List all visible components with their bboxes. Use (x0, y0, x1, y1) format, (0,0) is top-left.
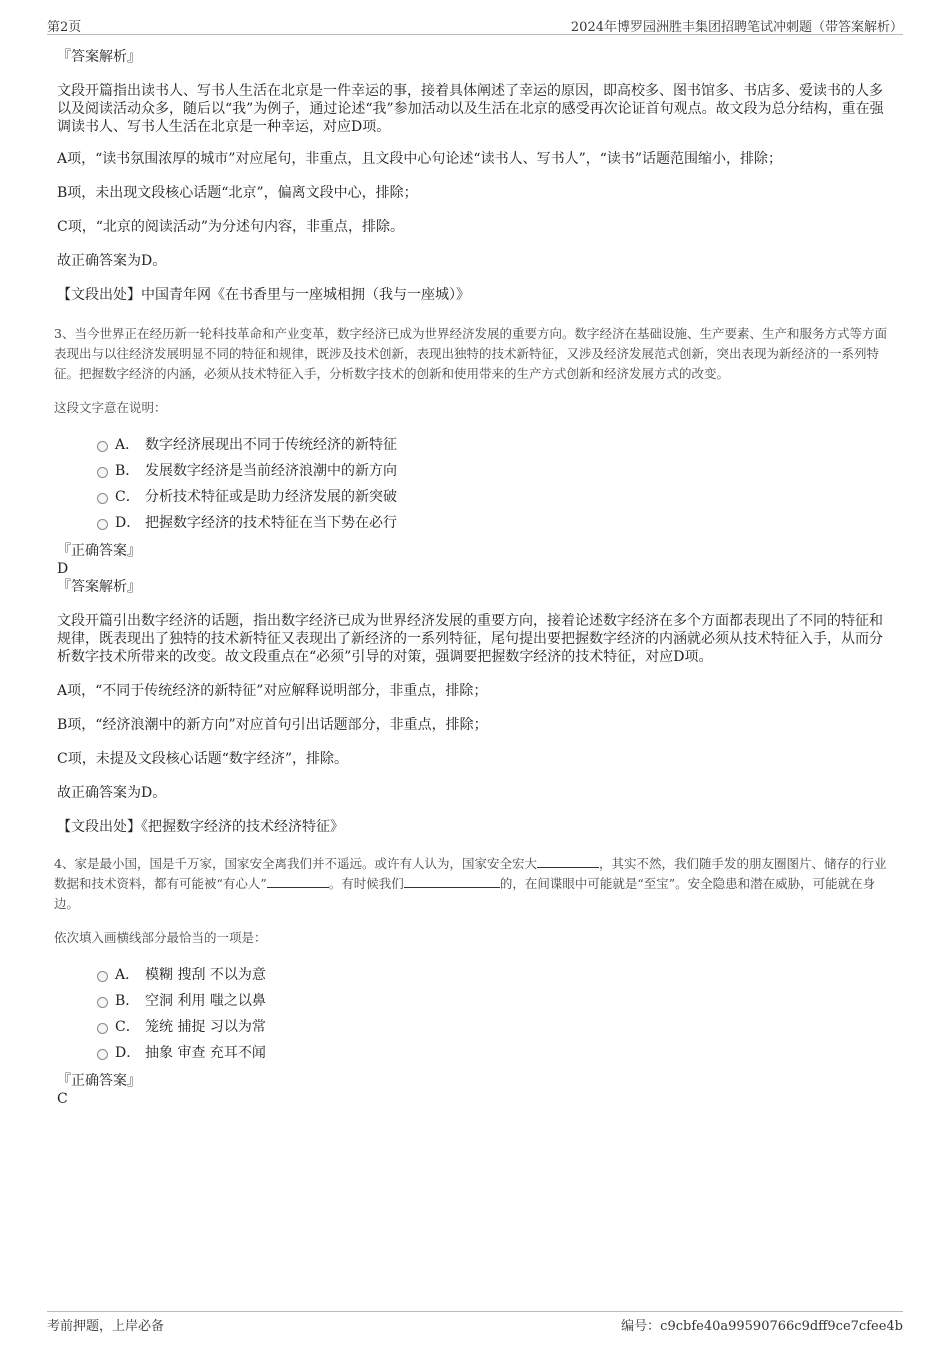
q3-source: 【文段出处】《把握数字经济的技术经济特征》 (57, 819, 344, 835)
q3-options (57, 432, 895, 536)
q3-prompt: 这段文字意在说明： (54, 400, 167, 415)
document-code: 编号：c9cbfe40a99590766c9dff9ce7cfee4b (621, 1319, 903, 1334)
page-footer (47, 1311, 903, 1332)
q3-answer: D (57, 561, 69, 577)
radio-icon[interactable] (97, 1049, 108, 1060)
option-text: 空洞 利用 嗤之以鼻 (145, 993, 266, 1009)
q3-option-c-note: C项，未提及文段核心话题“数字经济”，排除。 (57, 751, 349, 767)
q3-option-b[interactable] (57, 458, 895, 484)
option-letter: C． (115, 1019, 140, 1035)
q3-conclusion: 故正确答案为D。 (57, 785, 167, 801)
q4-prompt: 依次填入画横线部分最恰当的一项是： (54, 930, 267, 945)
q3-analysis-label: 『答案解析』 (57, 579, 141, 595)
document-title: 2024年博罗园洲胜丰集团招聘笔试冲刺题（带答案解析） (570, 20, 903, 35)
option-text: 发展数字经济是当前经济浪潮中的新方向 (145, 463, 397, 479)
q2-analysis-text: 文段开篇指出读书人、写书人生活在北京是一件幸运的事，接着具体阐述了幸运的原因，即高校多、图书馆多、书店多、爱读书的人多以及阅读活动众多，随后以“我”为例子，通过论述“我”参加活动以及生活在北京的感受再次论证首句观点。故文段为总分结构，重在强调读书人、写书人生活在北京是一种幸运，对应D项。 (57, 83, 884, 135)
page-header (47, 14, 903, 35)
q2-option-a-note: A项，“读书氛围浓厚的城市”对应尾句，非重点，且文段中心句论述“读书人、写书人”，“读书”话题范围缩小，排除； (57, 151, 783, 167)
q4-answer-label: 『正确答案』 (57, 1073, 141, 1089)
radio-icon[interactable] (97, 519, 108, 530)
radio-icon[interactable] (97, 1023, 108, 1034)
q4-stem-part4: 的，在间谍眼中可能就是“至宝”。安全隐患和潜在威胁，可能就在身边。 (54, 876, 876, 911)
q2-analysis-label: 『答案解析』 (57, 49, 141, 65)
radio-icon[interactable] (97, 467, 108, 478)
option-letter: D． (115, 1045, 141, 1061)
q4-option-a[interactable] (57, 962, 895, 988)
option-letter: B． (115, 993, 140, 1009)
option-letter: B． (115, 463, 140, 479)
radio-icon[interactable] (97, 997, 108, 1008)
q4-option-c[interactable] (57, 1014, 895, 1040)
option-text: 抽象 审查 充耳不闻 (145, 1045, 266, 1061)
option-text: 数字经济展现出不同于传统经济的新特征 (145, 437, 397, 453)
radio-icon[interactable] (97, 441, 108, 452)
q3-option-c[interactable] (57, 484, 895, 510)
page-number: 第2页 (47, 20, 82, 35)
radio-icon[interactable] (97, 493, 108, 504)
q4-stem-part3: 。有时候我们 (328, 876, 404, 891)
fill-blank-2[interactable] (267, 875, 329, 888)
main-content (54, 46, 895, 1108)
option-text: 把握数字经济的技术特征在当下势在必行 (145, 515, 397, 531)
q4-option-d[interactable] (57, 1040, 895, 1066)
q4-answer: C (57, 1091, 68, 1107)
q3-stem: 3、当今世界正在经历新一轮科技革命和产业变革，数字经济已成为世界经济发展的重要方向。数字经济在基础设施、生产要素、生产和服务方式等方面表现出与以往经济发展明显不同的特征和规律，既涉及技术创新，表现出独特的技术新特征，又涉及经济发展范式创新，突出表现为新经济的一系列特征。把握数字经济的内涵，必须从技术特征入手，分析数字技术的创新和使用带来的生产方式创新和经济发展方式的改变。 (54, 326, 887, 381)
fill-blank-1[interactable] (537, 855, 599, 868)
option-text: 笼统 捕捉 习以为常 (145, 1019, 266, 1035)
option-text: 分析技术特征或是助力经济发展的新突破 (145, 489, 397, 505)
q3-answer-label: 『正确答案』 (57, 543, 141, 559)
q4-option-b[interactable] (57, 988, 895, 1014)
q3-option-d[interactable] (57, 510, 895, 536)
footer-slogan: 考前押题，上岸必备 (47, 1319, 165, 1334)
q3-analysis-text: 文段开篇引出数字经济的话题，指出数字经济已成为世界经济发展的重要方向，接着论述数字经济在多个方面都表现出了不同的特征和规律，既表现出了独特的技术新特征又表现出了新经济的一系列特征，尾句提出要把握数字经济的内涵就必须从技术特征入手，从而分析数字技术所带来的改变。故文段重点在“必须”引导的对策，强调要把握数字经济的技术特征，对应D项。 (57, 613, 883, 665)
q4-stem (54, 854, 895, 914)
radio-icon[interactable] (97, 971, 108, 982)
q3-option-a[interactable] (57, 432, 895, 458)
option-text: 模糊 搜刮 不以为意 (145, 967, 266, 983)
option-letter: A． (115, 967, 140, 983)
q4-stem-part2: ，其实不然，我们随手发的朋友圈图片、储存的行业数据和技术资料，都有可能被“有心人” (54, 856, 887, 891)
q3-option-b-note: B项，“经济浪潮中的新方向”对应首句引出话题部分，非重点，排除； (57, 717, 488, 733)
q2-source: 【文段出处】中国青年网《在书香里与一座城相拥（我与一座城）》 (57, 287, 470, 303)
q4-stem-part1: 4、家是最小国，国是千万家，国家安全离我们并不遥远。或许有人认为，国家安全宏大 (54, 856, 537, 871)
option-letter: D． (115, 515, 141, 531)
q4-options (57, 962, 895, 1066)
q2-conclusion: 故正确答案为D。 (57, 253, 167, 269)
q2-option-b-note: B项，未出现文段核心话题“北京”，偏离文段中心，排除； (57, 185, 418, 201)
q3-option-a-note: A项，“不同于传统经济的新特征”对应解释说明部分，非重点，排除； (57, 683, 488, 699)
option-letter: A． (115, 437, 140, 453)
q2-option-c-note: C项，“北京的阅读活动”为分述句内容，非重点，排除。 (57, 219, 405, 235)
option-letter: C． (115, 489, 140, 505)
fill-blank-3[interactable] (404, 875, 500, 888)
